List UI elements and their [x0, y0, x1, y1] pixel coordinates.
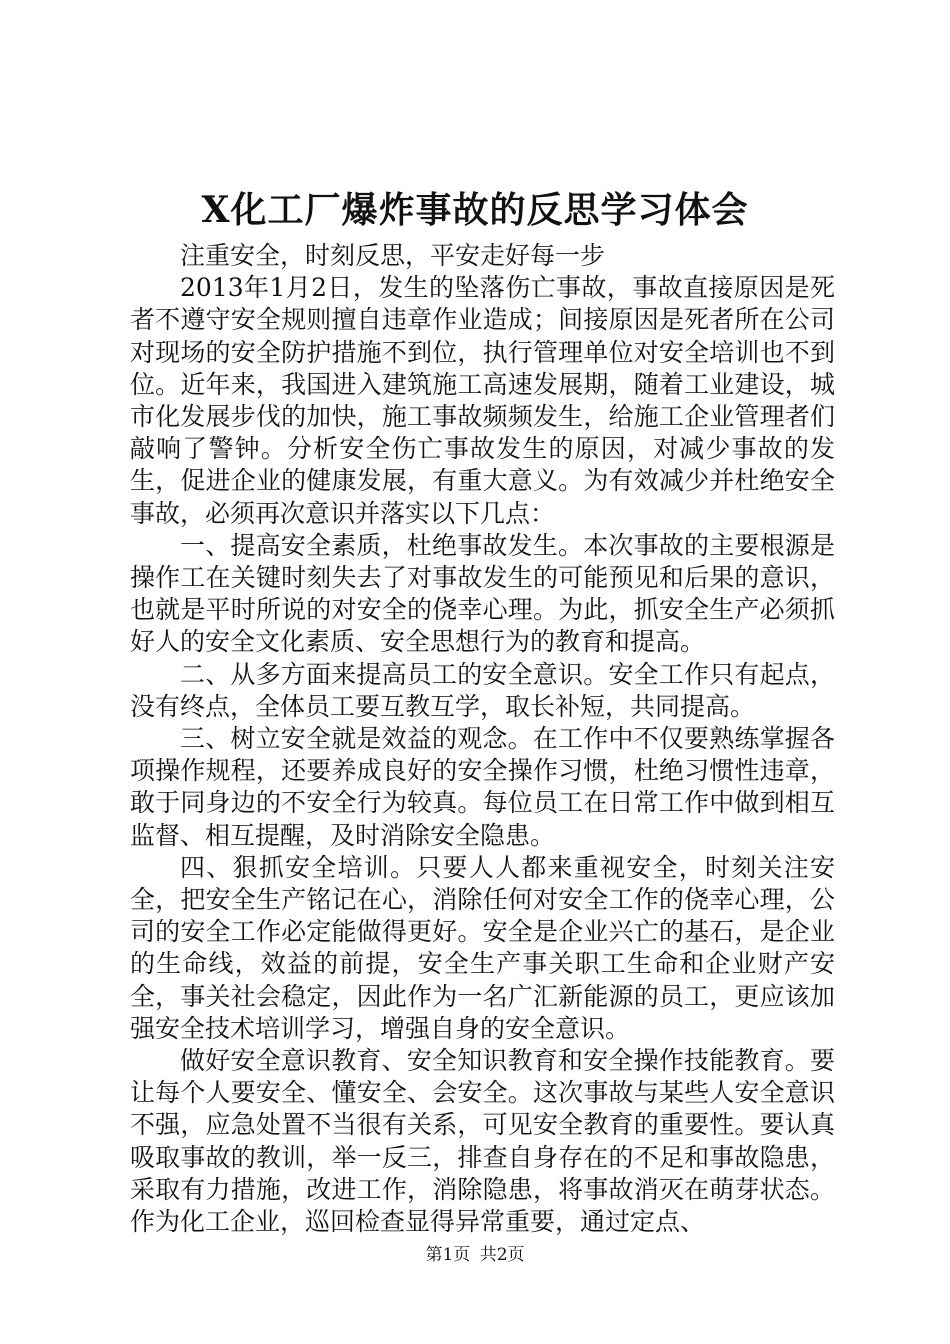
paragraph-subtitle: 注重安全，时刻反思，平安走好每一步 [180, 241, 606, 270]
page-number: 第1页 [425, 1245, 471, 1265]
paragraph-point-2: 二、从多方面来提高员工的安全意识。安全工作只有起点，没有终点，全体员工要互教互学，取长补短，共同提高。 [130, 659, 835, 721]
paragraph-point-4: 四、狠抓安全培训。只要人人都来重视安全，时刻关注安全，把安全生产铭记在心，消除任何对安全工作的侥幸心理，公司的安全工作必定能做得更好。安全是企业兴亡的基石，是企业的生命线，效益的前提，安全生产事关职工生命和企业财产安全，事关社会稳定，因此作为一名广汇新能源的员工，更应该加强安全技术培训学习，增强自身的安全意识。 [130, 852, 835, 1043]
paragraph-intro: 2013年1月2日，发生的坠落伤亡事故，事故直接原因是死者不遵守安全规则擅自违章作业造成；间接原因是死者所在公司对现场的安全防护措施不到位，执行管理单位对安全培训也不到位。近年来，我国进入建筑施工高速发展期，随着工业建设，城市化发展步伐的加快，施工事故频频发生，给施工企业管理者们敲响了警钟。分析安全伤亡事故发生的原因，对减少事故的发生，促进企业的健康发展，有重大意义。为有效减少并杜绝安全事故，必须再次意识并落实以下几点： [130, 273, 835, 528]
paragraph-point-1: 一、提高安全素质，杜绝事故发生。本次事故的主要根源是操作工在关键时刻失去了对事故发生的可能预见和后果的意识，也就是平时所说的对安全的侥幸心理。为此，抓安全生产必须抓好人的安全文化素质、安全思想行为的教育和提高。 [130, 530, 835, 657]
document-body [130, 240, 835, 1238]
page-total: 共2页 [479, 1245, 525, 1265]
document-title: X化工厂爆炸事故的反思学习体会 [201, 189, 749, 231]
paragraph-point-3: 三、树立安全就是效益的观念。在工作中不仅要熟练掌握各项操作规程，还要养成良好的安全操作习惯，杜绝习惯性违章，敢于同身边的不安全行为较真。每位员工在日常工作中做到相互监督、相互提醒，及时消除安全隐患。 [130, 724, 835, 850]
page-footer [0, 1243, 950, 1267]
paragraph-education: 做好安全意识教育、安全知识教育和安全操作技能教育。要让每个人要安全、懂安全、会安全。这次事故与某些人安全意识不强，应急处置不当很有关系，可见安全教育的重要性。要认真吸取事故的教训，举一反三，排查自身存在的不足和事故隐患，采取有力措施，改进工作，消除隐患，将事故消灭在萌芽状态。作为化工企业，巡回检查显得异常重要，通过定点、 [130, 1046, 835, 1237]
